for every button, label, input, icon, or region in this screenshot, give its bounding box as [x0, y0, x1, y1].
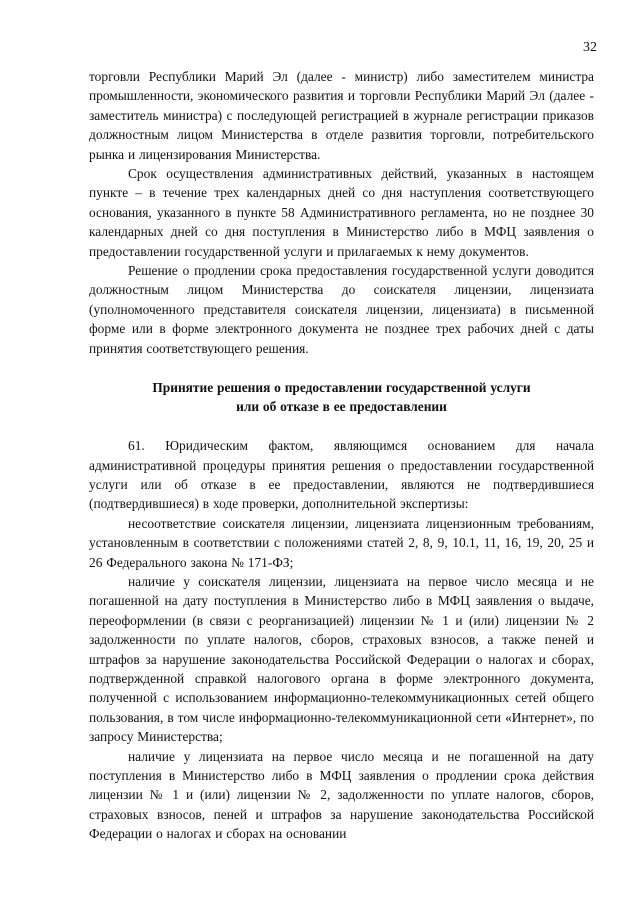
section-heading-line-2: или об отказе в ее предоставлении	[236, 399, 447, 415]
paragraph-continuation: торговли Республики Марий Эл (далее - министр) либо заместителем министра промышленности, экономического развития и торговли Республики Марий Эл (далее - заместитель министра) с последующей регистрацией в журнале регистрации приказов должностным лицом Министерства в отделе развития торговли, потребительского рынка и лицензирования Министерства.	[89, 69, 594, 162]
paragraph-item-61: 61. Юридическим фактом, являющимся основанием для начала административной процедуры принятия решения о предоставлении государственной услуги или об отказе в ее предоставлении, являются не подтвердившиеся (подтвердившиеся) в ходе проверки, дополнительной экспертизы:	[89, 438, 594, 512]
section-heading-line-1: Принятие решения о предоставлении государственной услуги	[152, 380, 531, 396]
paragraph-applicant-debt: наличие у соискателя лицензии, лицензиата на первое число месяца и не погашенной на дату поступления в Министерство либо в МФЦ заявления о выдаче, переоформлении (в связи с реорганизацией) лицензии № 1 и (или) лицензии № 2 задолженности по уплате налогов, сборов, страховых взносов, а также пеней и штрафов за нарушение законодательства Российской Федерации о налогах и сборах, подтвержденной справкой налогового органа в форме электронного документа, полученной с использованием информационно-телекоммуникационных сетей общего пользования, в том числе информационно-телекоммуникационной сети «Интернет», по запросу Министерства;	[89, 573, 594, 745]
paragraph-extension-decision: Решение о продлении срока предоставления государственной услуги доводится должностным лицом Министерства до соискателя лицензии, лицензиата (уполномоченного представителя соискателя лицензии, лицензиата) в письменной форме или в форме электронного документа не позднее трех рабочих дней с даты принятия соответствующего решения.	[89, 263, 594, 356]
paragraph-licensee-debt: наличие у лицензиата на первое число месяца и не погашенной на дату поступления в Министерство либо в МФЦ заявления о продлении срока действия лицензии № 1 и (или) лицензии № 2, задолженности по уплате налогов, сборов, страховых взносов, пеней и штрафов за нарушение законодательства Российской Федерации о налогах и сборах на основании	[89, 748, 594, 842]
section-heading	[89, 378, 594, 416]
paragraph-deadline: Срок осуществления административных действий, указанных в настоящем пункте – в течение трех календарных дней со дня наступления соответствующего основания, указанного в пункте 58 Административного регламента, но не позднее 30 календарных дней со дня поступления в Министерство либо в МФЦ заявления о предоставлении государственной услуги и прилагаемых к нему документов.	[89, 166, 594, 259]
paragraph-nonconformity: несоответствие соискателя лицензии, лицензиата лицензионным требованиям, установленным в соответствии с положениями статей 2, 8, 9, 10.1, 11, 16, 19, 20, 25 и 26 Федерального закона № 171-ФЗ;	[89, 515, 594, 570]
document-body	[89, 67, 594, 844]
page-number: 32	[583, 40, 597, 55]
